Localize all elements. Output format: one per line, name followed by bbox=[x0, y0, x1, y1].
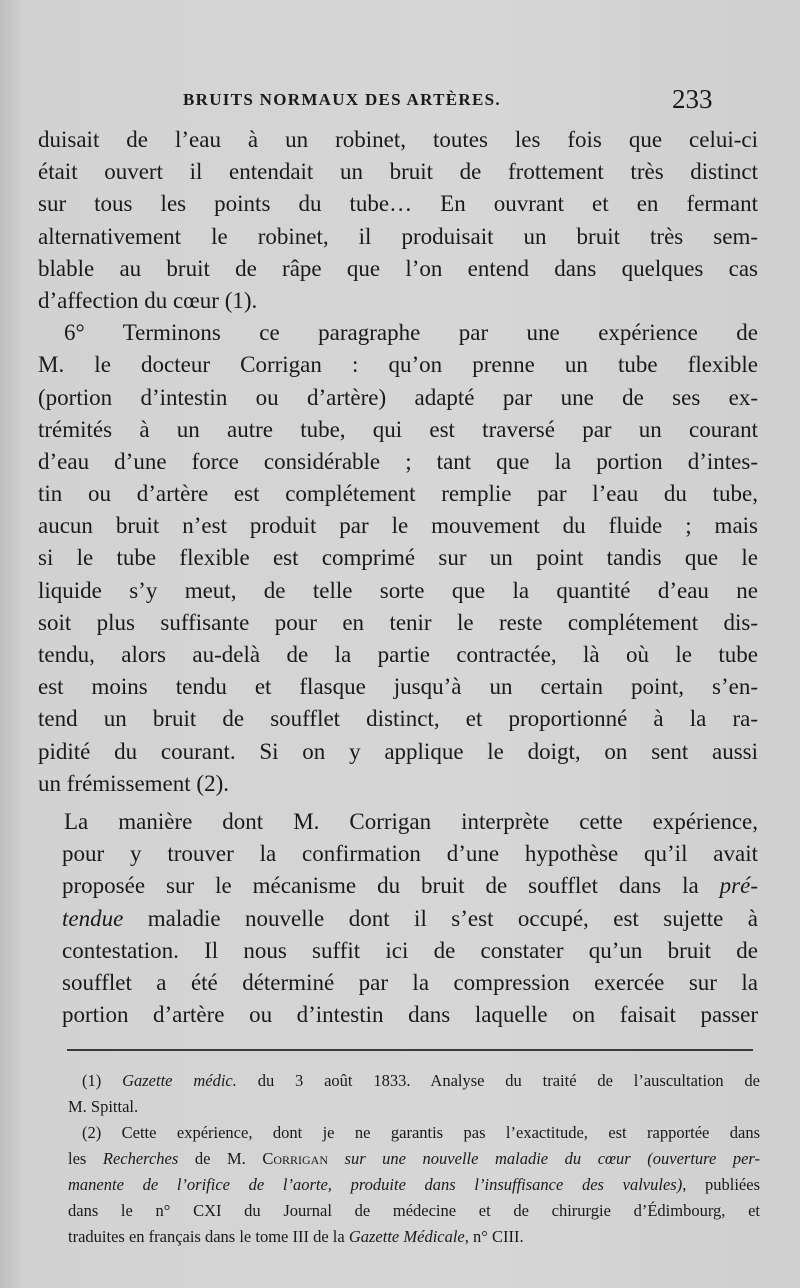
text-line: tend un bruit de soufflet distinct, et proportionné à la ra- bbox=[38, 706, 758, 732]
italic-fragment: pré- bbox=[719, 873, 758, 899]
text-line: blable au bruit de râpe que l’on entend dans quelques cas bbox=[38, 255, 758, 281]
text-line: soufflet a été déterminé par la compression exercée sur la bbox=[62, 969, 758, 995]
text-line bbox=[38, 870, 758, 902]
footnote-2-line bbox=[68, 1172, 760, 1198]
text-line: alternativement le robinet, il produisait un bruit très sem- bbox=[38, 223, 758, 249]
italic-fragment: Recherches bbox=[102, 1149, 179, 1168]
page-number: 233 bbox=[672, 84, 713, 114]
footnote-separator bbox=[67, 1049, 753, 1051]
footnote-mark: (1) bbox=[82, 1071, 102, 1090]
running-header bbox=[0, 84, 800, 118]
journal-title: Gazette médic. bbox=[122, 1071, 237, 1090]
text-fragment: proposée sur le mécanisme du bruit de soufflet dans la bbox=[62, 873, 720, 899]
text-line: était ouvert il entendait un bruit de frottement très distinct bbox=[38, 159, 758, 185]
text-line: pour y trouver la confirmation d’une hypothèse qu’il avait bbox=[62, 841, 758, 867]
text-line: sur tous les points du tube… En ouvrant et en fermant bbox=[38, 191, 758, 217]
text-fragment: de M. bbox=[178, 1149, 263, 1168]
text-line: d’eau d’une force considérable ; tant que la portion d’intes- bbox=[38, 448, 758, 474]
text-fragment: du 3 août 1833. Analyse du traité de l’auscultation de bbox=[236, 1071, 760, 1090]
text-line: La manière dont M. Corrigan interprète cette expérience, bbox=[64, 808, 758, 834]
text-line: portion d’artère ou d’intestin dans laquelle on faisait passer bbox=[62, 1002, 758, 1028]
text-line: soit plus suffisante pour en tenir le reste complétement dis- bbox=[38, 609, 758, 635]
text-line: aucun bruit n’est produit par le mouvement du fluide ; mais bbox=[38, 513, 758, 539]
text-line bbox=[38, 903, 758, 935]
text-line: liquide s’y meut, de telle sorte que la quantité d’eau ne bbox=[38, 577, 758, 603]
text-fragment: maladie nouvelle dont il s’est occupé, est sujette à bbox=[123, 905, 758, 931]
footnotes bbox=[68, 1068, 760, 1250]
text-line: tin ou d’artère est complétement remplie par l’eau du tube, bbox=[38, 481, 758, 507]
running-title: BRUITS NORMAUX DES ARTÈRES. bbox=[183, 90, 501, 109]
text-line: contestation. Il nous suffit ici de constater qu’un bruit de bbox=[62, 937, 758, 963]
footnote-1-line: M. Spittal. bbox=[68, 1097, 139, 1116]
footnote-2-line bbox=[68, 1146, 760, 1172]
text-line: M. le docteur Corrigan : qu’on prenne un tube flexible bbox=[38, 352, 758, 378]
text-line: trémités à un autre tube, qui est traversé par un courant bbox=[38, 416, 758, 442]
footnote-2-line bbox=[68, 1224, 760, 1250]
text-line: un frémissement (2). bbox=[38, 770, 229, 796]
text-line: est moins tendu et flasque jusqu’à un certain point, s’en- bbox=[38, 674, 758, 700]
footnote-2-line: (2) Cette expérience, dont je ne garantis pas l’exactitude, est rapportée dans bbox=[82, 1123, 760, 1142]
italic-fragment: tendue bbox=[62, 905, 124, 931]
author-name: Corrigan bbox=[262, 1149, 328, 1168]
text-fragment: , publiées bbox=[682, 1175, 760, 1194]
text-line: 6° Terminons ce paragraphe par une expérience de bbox=[64, 320, 758, 346]
text-line: pidité du courant. Si on y applique le doigt, on sent aussi bbox=[38, 738, 758, 764]
text-line: si le tube flexible est comprimé sur un point tandis que le bbox=[38, 545, 758, 571]
text-fragment: les bbox=[68, 1149, 103, 1168]
journal-title: Gazette Médicale bbox=[348, 1227, 465, 1246]
footnote-2-line: dans le n° CXI du Journal de médecine et de chirurgie d’Édimbourg, et bbox=[68, 1201, 760, 1220]
text-line: d’affection du cœur (1). bbox=[38, 287, 258, 313]
text-fragment: , n° CIII. bbox=[464, 1227, 524, 1246]
text-line: duisait de l’eau à un robinet, toutes les fois que celui-ci bbox=[38, 127, 758, 152]
footnote-1-line bbox=[68, 1068, 760, 1094]
text-line: (portion d’intestin ou d’artère) adapté par une de ses ex- bbox=[38, 384, 758, 410]
italic-fragment: sur une nouvelle maladie du cœur (ouverture per- bbox=[328, 1149, 760, 1168]
text-line: tendu, alors au-delà de la partie contractée, là où le tube bbox=[38, 642, 758, 667]
main-text bbox=[38, 124, 758, 1031]
text-fragment: traduites en français dans le tome III de la bbox=[68, 1227, 349, 1246]
italic-fragment: manente de l’orifice de l’aorte, produite dans l’insuffisance des valvules) bbox=[68, 1175, 683, 1194]
